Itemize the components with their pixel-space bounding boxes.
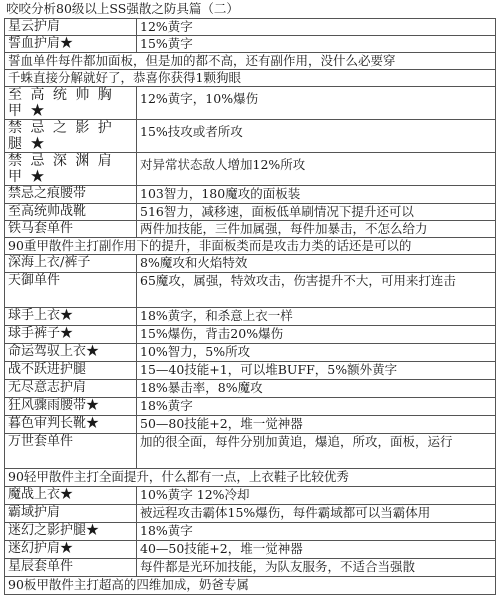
table-row [5, 326, 496, 344]
item-name-cell: 万世套单件 [5, 434, 137, 469]
summary-cell: 誓血单件每件都加面板，但是加的都不高，还有副作用，没什么必要穿 [5, 53, 496, 70]
item-name-cell: 暮色审判长靴★ [5, 416, 137, 434]
armor-table [4, 18, 496, 595]
item-desc-cell: 每件都是光环加技能，为队友服务，不适合当强散 [137, 559, 496, 577]
item-desc-cell: 15%爆伤，背击20%爆伤 [137, 326, 496, 344]
page-title: 咬咬分析80级以上SS强散之防具篇（二） [6, 1, 239, 16]
table-row [5, 487, 496, 505]
summary-cell: 90板甲散件主打超高的四维加成，奶爸专属 [5, 577, 496, 595]
table-row [5, 434, 496, 469]
item-name-cell: 霸域护肩 [5, 505, 137, 523]
item-desc-cell: 对异常状态敌人增加12%所攻 [137, 153, 496, 186]
table-row [5, 221, 496, 238]
table-row [5, 505, 496, 523]
table-row [5, 380, 496, 398]
item-desc-cell: 15—40技能+1，可以堆BUFF，5%额外黄字 [137, 362, 496, 380]
armor-table-body [5, 19, 496, 595]
table-row [5, 19, 496, 36]
item-desc-cell: 50—80技能+2，堆一觉神器 [137, 416, 496, 434]
item-name-cell: 天御单件 [5, 273, 137, 308]
item-desc-cell: 12%黄字 [137, 19, 496, 36]
table-row [5, 204, 496, 221]
item-desc-cell: 12%黄字，10%爆伤 [137, 87, 496, 120]
table-row [5, 469, 496, 487]
table-row [5, 523, 496, 541]
table-row [5, 120, 496, 153]
item-desc-cell: 18%黄字 [137, 398, 496, 416]
item-name-cell: 誓血护肩★ [5, 36, 137, 53]
item-desc-cell: 18%黄字，和杀意上衣一样 [137, 308, 496, 326]
table-row [5, 70, 496, 87]
item-name-cell: 禁 忌 之 影 护 腿 ★ [5, 120, 137, 153]
item-name-cell: 至 高 统 帅 胸 甲 ★ [5, 87, 137, 120]
item-name-cell: 命运驾驭上衣★ [5, 344, 137, 362]
item-desc-cell: 103智力，180魔攻的面板装 [137, 186, 496, 204]
item-name-cell: 禁 忌 深 渊 肩 甲 ★ [5, 153, 137, 186]
table-row [5, 186, 496, 204]
item-desc-cell: 被远程攻击霸体15%爆伤，每件霸域都可以当霸体用 [137, 505, 496, 523]
item-desc-cell: 18%黄字 [137, 523, 496, 541]
item-desc-cell: 15%技攻或者所攻 [137, 120, 496, 153]
table-row [5, 541, 496, 559]
item-name-cell: 星云护肩 [5, 19, 137, 36]
item-name-cell: 迷幻护肩★ [5, 541, 137, 559]
table-row [5, 87, 496, 120]
item-name-cell: 铁马套单件 [5, 221, 137, 238]
item-desc-cell: 加的很全面，每件分别加黄追，爆追，所攻，面板，运行 [137, 434, 496, 469]
item-name-cell: 球手上衣★ [5, 308, 137, 326]
table-row [5, 416, 496, 434]
item-desc-cell: 10%智力，5%所攻 [137, 344, 496, 362]
item-desc-cell: 516智力，减移速，面板低单刷情况下提升还可以 [137, 204, 496, 221]
item-name-cell: 迷幻之影护腿★ [5, 523, 137, 541]
item-desc-cell: 18%暴击率，8%魔攻 [137, 380, 496, 398]
table-row [5, 53, 496, 70]
table-row [5, 153, 496, 186]
item-name-cell: 无尽意志护肩 [5, 380, 137, 398]
item-desc-cell: 10%黄字 12%冷却 [137, 487, 496, 505]
table-row [5, 308, 496, 326]
item-name-cell: 深海上衣/裤子 [5, 255, 137, 273]
table-row [5, 273, 496, 308]
item-name-cell: 魔战上衣★ [5, 487, 137, 505]
item-name-cell: 战不跃进护腿 [5, 362, 137, 380]
item-name-cell: 禁忌之痕腰带 [5, 186, 137, 204]
table-row [5, 255, 496, 273]
item-name-cell: 至高统帅战靴 [5, 204, 137, 221]
summary-cell: 千蛛直接分解就好了，恭喜你获得1颗狗眼 [5, 70, 496, 87]
table-row [5, 344, 496, 362]
item-desc-cell: 两件加技能，三件加属强，每件加暴击，不怎么给力 [137, 221, 496, 238]
summary-cell: 90重甲散件主打副作用下的提升，非面板类而是攻击力类的话还是可以的 [5, 238, 496, 255]
table-row [5, 559, 496, 577]
item-name-cell: 球手裤子★ [5, 326, 137, 344]
table-row [5, 362, 496, 380]
item-desc-cell: 65魔攻，属强，特效攻击，伤害提升不大，可用来打连击 [137, 273, 496, 308]
table-row [5, 238, 496, 255]
table-row [5, 398, 496, 416]
item-name-cell: 狂风骤雨腰带★ [5, 398, 137, 416]
table-row [5, 36, 496, 53]
table-row [5, 577, 496, 595]
item-desc-cell: 15%黄字 [137, 36, 496, 53]
item-name-cell: 星辰套单件 [5, 559, 137, 577]
item-desc-cell: 8%魔攻和火焰特效 [137, 255, 496, 273]
item-desc-cell: 40—50技能+2，堆一觉神器 [137, 541, 496, 559]
summary-cell: 90轻甲散件主打全面提升，什么都有一点，上衣鞋子比较优秀 [5, 469, 496, 487]
